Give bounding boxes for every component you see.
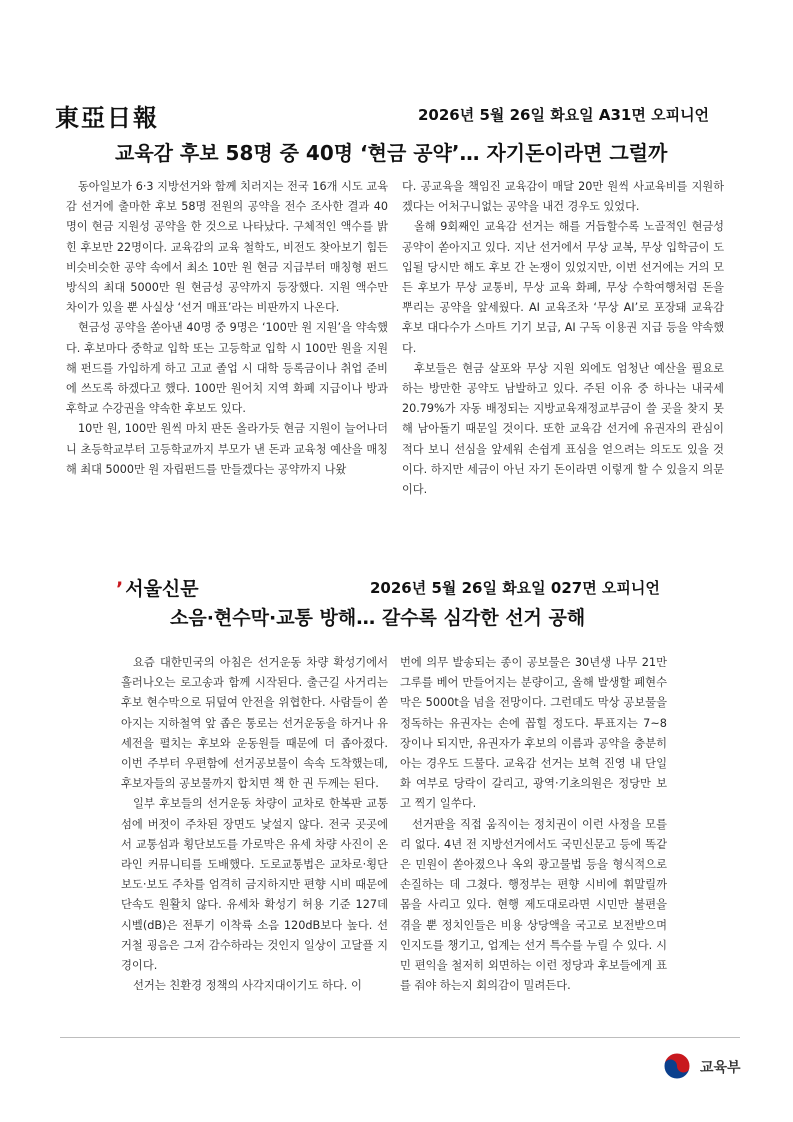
paragraph: 요즘 대한민국의 아침은 선거운동 차량 확성기에서 흘러나오는 로고송과 함께 시작된다. 출근길 사거리는 후보 현수막으로 뒤덮여 안전을 위협한다. 사람들이 쏟아지는 지하철역 앞 좁은 통로는 선거운동을 하거나 유세전을 펼치는 후보와 운동원들 때문에 더 좁아졌다. 이번 주부터 우편함에 선거공보물이 속속 도착했는데, 후보자들의 공보물까지 합치면 책 한 권 두께는 된다. <box>121 656 388 791</box>
ministry-of-education-label: 교육부 <box>700 1060 741 1076</box>
paragraph: 동아일보가 6·3 지방선거와 함께 치러지는 전국 16개 시도 교육감 선거에 출마한 후보 58명 전원의 공약을 전수 조사한 결과 40명이 현금 지원성 공약을 한 것으로 나타났다. 구체적인 액수를 밝힌 후보만 22명이다. 교육감의 교육 철학도, 비전도 찾아보기 힘든 비슷비슷한 공약 속에서 최소 10만 원 현금 지급부터 매칭형 펀드 방식의 최대 5000만 원 현금성 공약까지 등장했다. 지원 액수만 차이가 있을 뿐 사실상 ‘선거 매표’라는 비판까지 나온다. <box>66 180 388 315</box>
paragraph: 일부 후보들의 선거운동 차량이 교차로 한복판 교통섬에 버젓이 주차된 장면도 낯설지 않다. 전국 곳곳에서 교통섬과 횡단보도를 가로막은 유세 차량 사진이 온라인 커뮤니티를 도배했다. 도로교통법은 교차로·횡단보도·보도 주차를 엄격히 금지하지만 편향 시비 때문에 단속도 원활치 않다. 유세차 확성기 허용 기준 127데시벨(dB)은 전투기 이착륙 소음 120dB보다 높다. 선거철 굉음은 그저 감수하라는 것인지 일상이 고달플 지경이다. <box>121 797 388 973</box>
paragraph: 후보들은 현금 살포와 무상 지원 외에도 엄청난 예산을 필요로 하는 방만한 공약도 남발하고 있다. 주된 이유 중 하나는 내국세 20.79%가 자동 배정되는 지방교육재정교부금이 쓸 곳을 찾지 못해 남아돌기 때문일 것이다. 또한 교육감 선거에 유권자의 관심이 적다 보니 선심을 앞세워 손쉽게 표심을 얻으려는 의도도 있을 것이다. 하지만 세금이 아닌 자기 돈이라면 이렇게 할 수 있을지 의문이다. <box>402 361 724 497</box>
paragraph: 선거는 친환경 정책의 사각지대이기도 하다. 이 <box>133 979 362 993</box>
paragraph: 현금성 공약을 쏟아낸 40명 중 9명은 ‘100만 원 지원’을 약속했다. 후보마다 중학교 입학 또는 고등학교 입학 시 100만 원을 지원해 펀드를 가입하게 하고 고교 졸업 시 대학 등록금이나 취업 준비에 쓰도록 하겠다고 했다. 100만 원어치 지역 화폐 지급이나 방과후학교 수강권을 약속한 후보도 있다. <box>66 321 388 416</box>
article-headline: 교육감 후보 58명 중 40명 ‘현금 공약’… 자기돈이라면 그럴까 <box>115 141 668 165</box>
paragraph: 다. 공교육을 책임진 교육감이 매달 20만 원씩 사교육비를 지원하겠다는 어처구니없는 공약을 내건 경우도 있었다. <box>402 180 724 214</box>
article-column-left <box>121 653 388 996</box>
article-dateline: 2026년 5월 26일 화요일 A31면 오피니언 <box>418 106 710 124</box>
seoul-logo-mark: ’ <box>116 578 124 600</box>
article-dateline: 2026년 5월 26일 화요일 027면 오피니언 <box>370 579 660 597</box>
newspaper-logo-seoul <box>116 574 199 601</box>
article-column-left <box>66 177 388 480</box>
paragraph: 10만 원, 100만 원씩 마치 판돈 올라가듯 현금 지원이 늘어나더니 초등학교부터 고등학교까지 부모가 낸 돈과 교육청 예산을 매칭해 최대 5000만 원 자립펀드를 만들겠다는 공약까지 나왔 <box>66 422 388 476</box>
paragraph: 올해 9회째인 교육감 선거는 해를 거듭할수록 노골적인 현금성 공약이 쏟아지고 있다. 지난 선거에서 무상 교복, 무상 입학금이 도입될 당시만 해도 후보 간 논쟁이 있었지만, 이번 선거에는 거의 모든 후보가 무상 교통비, 무상 교육 화폐, 무상 수학여행처럼 돈을 뿌리는 공약을 앞세웠다. AI 교육조차 ‘무상 AI’로 포장돼 교육감 후보 대다수가 스마트 기기 보급, AI 구독 이용권 지급 등을 약속했다. <box>402 220 724 355</box>
newspaper-logo-donga: 東亞日報 <box>55 103 159 132</box>
article-column-right <box>402 177 724 500</box>
paragraph: 번에 의무 발송되는 종이 공보물은 30년생 나무 21만 그루를 베어 만들어지는 분량이고, 올해 발생할 폐현수막은 5000t을 넘을 전망이다. 그런데도 막상 공보물을 정독하는 유권자는 손에 꼽힐 정도다. 투표지는 7~8장이나 되지만, 유권자가 후보의 이름과 공약을 충분히 아는 경우도 드물다. 교육감 선거는 보혁 진영 내 단일화 여부로 당락이 갈리고, 광역·기초의원은 정당만 보고 찍기 일쑤다. <box>400 656 667 811</box>
footer-divider <box>60 1037 740 1038</box>
seoul-logo-text: 서울신문 <box>125 578 199 600</box>
article-column-right <box>400 653 667 996</box>
paragraph: 선거판을 직접 움직이는 정치권이 이런 사정을 모를 리 없다. 4년 전 지방선거에서도 국민신문고 등에 똑같은 민원이 쏟아졌으나 옥외 광고물법 등을 형식적으로 손질하는 데 그쳤다. 행정부는 편향 시비에 휘말릴까 몸을 사리고 있다. 현행 제도대로라면 시민만 불편을 겪을 뿐 정치인들은 비용 상당액을 국고로 보전받으며 인지도를 챙기고, 업계는 선거 특수를 누릴 수 있다. 시민 편익을 철저히 외면하는 이런 정당과 후보들에게 표를 줘야 하는지 회의감이 밀려든다. <box>400 817 667 993</box>
article-headline: 소음·현수막·교통 방해… 갈수록 심각한 선거 공해 <box>170 607 586 629</box>
taegeuk-logo-icon <box>662 1051 692 1081</box>
